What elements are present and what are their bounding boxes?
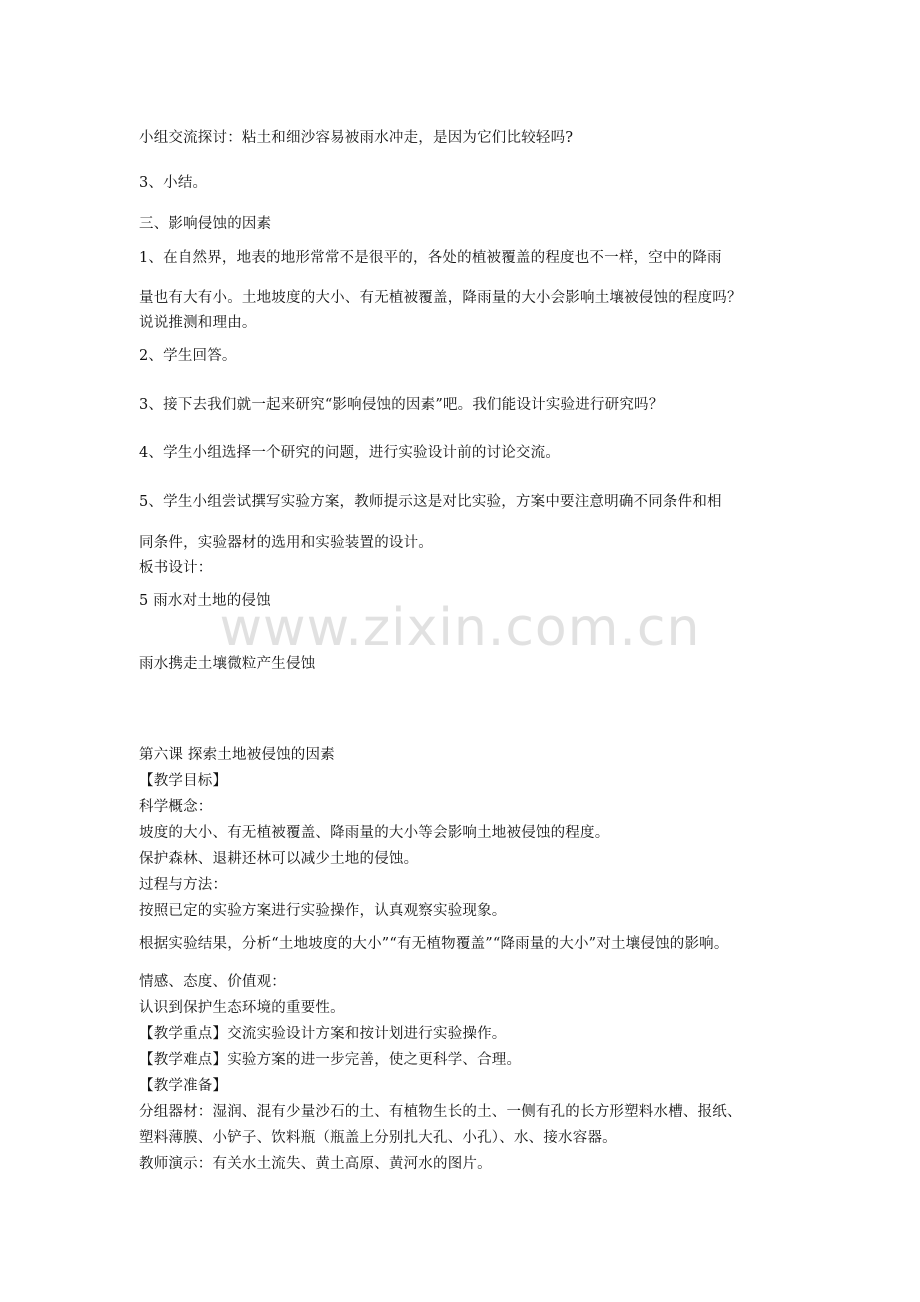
group-materials-line-2: 塑料薄膜、小铲子、饮料瓶（瓶盖上分别扎大孔、小孔）、水、接水容器。 <box>139 1130 617 1146</box>
science-concept-line-1: 坡度的大小、有无植被覆盖、降雨量的大小等会影响土地被侵蚀的程度。 <box>139 825 610 841</box>
paragraph-item-1-line-3: 说说推测和理由。 <box>139 315 257 331</box>
process-method-label: 过程与方法： <box>139 877 228 893</box>
paragraph-item-4: 4、学生小组选择一个研究的问题，进行实验设计前的讨论交流。 <box>139 445 561 461</box>
teaching-goals-heading: 【教学目标】 <box>139 773 228 789</box>
science-concept-line-2: 保护森林、退耕还林可以减少土地的侵蚀。 <box>139 851 419 867</box>
board-design-label: 板书设计： <box>139 560 213 576</box>
board-design-title: 5 雨水对土地的侵蚀 <box>139 593 271 609</box>
teaching-key-points: 【教学重点】交流实验设计方案和按计划进行实验操作。 <box>139 1026 507 1042</box>
lesson-title: 第六课 探索土地被侵蚀的因素 <box>139 747 335 763</box>
paragraph-item-1-line-2: 量也有大有小。土地坡度的大小、有无植被覆盖，降雨量的大小会影响土壤被侵蚀的程度吗？ <box>139 290 742 306</box>
teacher-demo-line: 教师演示：有关水土流失、黄土高原、黄河水的图片。 <box>139 1156 492 1172</box>
paragraph-item-2: 2、学生回答。 <box>139 348 237 364</box>
section-heading-erosion-factors: 三、影响侵蚀的因素 <box>139 216 272 232</box>
process-method-line-1: 按照已定的实验方案进行实验操作，认真观察实验现象。 <box>139 903 507 919</box>
board-design-note: 雨水携走土壤微粒产生侵蚀 <box>139 656 316 672</box>
teaching-preparation-heading: 【教学准备】 <box>139 1078 228 1094</box>
paragraph-summary: 3、小结。 <box>139 175 208 191</box>
science-concept-label: 科学概念： <box>139 799 213 815</box>
teaching-difficulties: 【教学难点】实验方案的进一步完善，使之更科学、合理。 <box>139 1052 522 1068</box>
watermark: www.zixin.com.cn <box>219 598 701 658</box>
paragraph-item-1-line-1: 1、在自然界，地表的地形常常不是很平的，各处的植被覆盖的程度也不一样，空中的降雨 <box>139 250 722 266</box>
emotion-values-line: 认识到保护生态环境的重要性。 <box>139 1000 345 1016</box>
group-materials-line-1: 分组器材：湿润、混有少量沙石的土、有植物生长的土、一侧有孔的长方形塑料水槽、报纸、 <box>139 1104 742 1120</box>
paragraph-item-3: 3、接下去我们就一起来研究“影响侵蚀的因素”吧。我们能设计实验进行研究吗？ <box>139 397 664 413</box>
process-method-line-2: 根据实验结果，分析“土地坡度的大小”“有无植物覆盖”“降雨量的大小”对土壤侵蚀的影响。 <box>139 936 729 952</box>
paragraph-item-5-line-2: 同条件，实验器材的选用和实验装置的设计。 <box>139 535 433 551</box>
paragraph-group-discussion: 小组交流探讨：粘土和细沙容易被雨水冲走，是因为它们比较轻吗? <box>139 130 574 146</box>
paragraph-item-5-line-1: 5、学生小组尝试撰写实验方案，教师提示这是对比实验，方案中要注意明确不同条件和相 <box>139 494 722 510</box>
emotion-values-label: 情感、态度、价值观： <box>139 974 286 990</box>
